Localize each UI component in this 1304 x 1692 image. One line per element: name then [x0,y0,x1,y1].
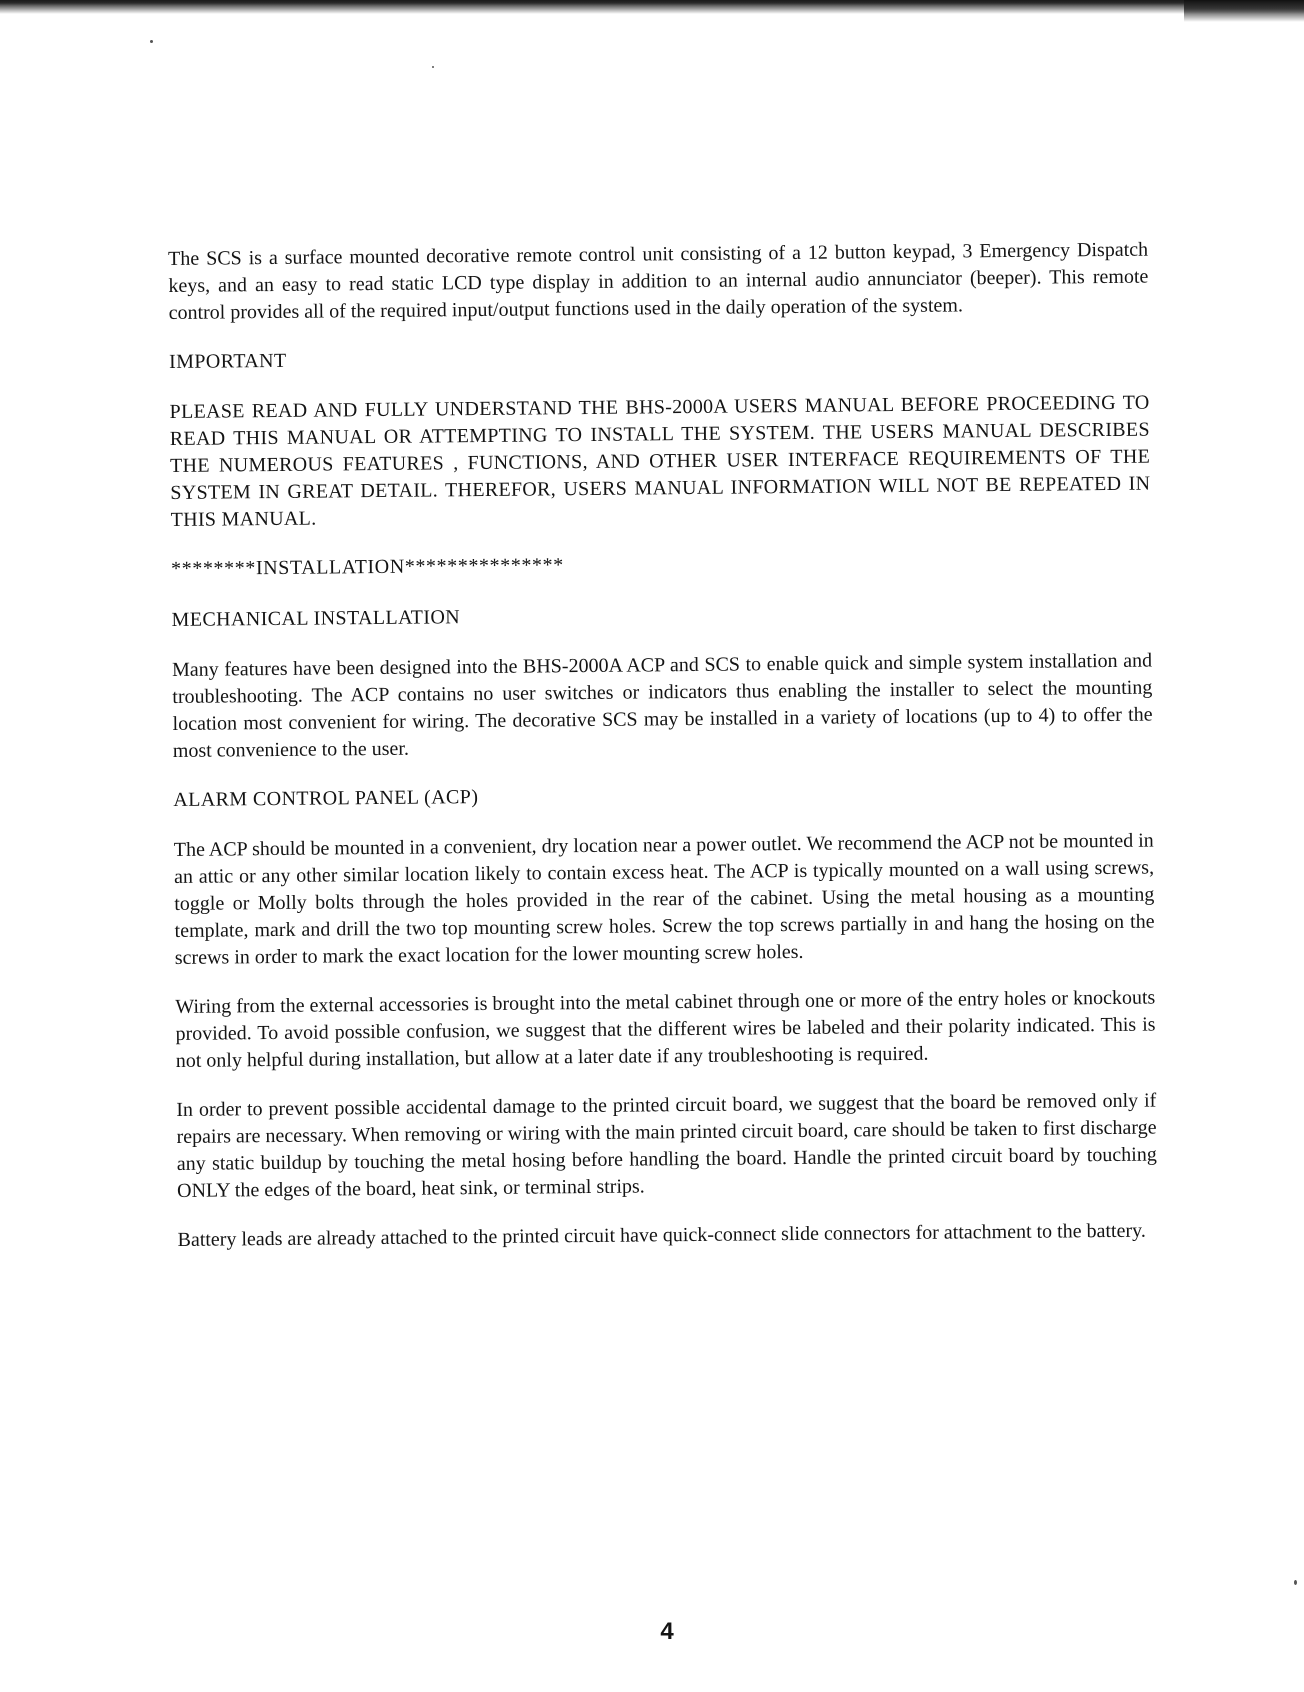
scan-top-right-shadow [1184,0,1304,22]
document-body [168,237,1158,1276]
important-heading: IMPORTANT [169,349,287,373]
scan-speck [432,66,434,68]
installation-banner: ********INSTALLATION*************** [170,554,564,580]
scan-speck [1294,1580,1297,1585]
page-number: 4 [660,1618,674,1645]
scan-top-edge [0,0,1304,14]
wiring-paragraph: Wiring from the external accessories is brought into the metal cabinet through one or more of the entry holes or knockouts provided. To avoid possible confusion, we suggest that the different wires be labeled and their polarity indicated. This is not only helpful during installation, but allow at a later date if any troubleshooting is required. [175,986,1156,1072]
acp-heading: ALARM CONTROL PANEL (ACP) [173,786,479,811]
intro-paragraph: The SCS is a surface mounted decorative remote control unit consisting of a 12 button keypad, 3 Emergency Dispatch keys, and an easy to read static LCD type display in addition to an internal audio annunciator (beeper). This remote control provides all of the required input/output functions used in the daily operation of the system. [168,238,1149,324]
mechanical-installation-heading: MECHANICAL INSTALLATION [171,606,461,631]
scan-speck [150,40,153,43]
acp-mounting-paragraph: The ACP should be mounted in a convenient, dry location near a power outlet. We recommend the ACP not be mounted in an attic or any other similar location likely to contain excess heat. The ACP is typically mounted on a wall using screws, toggle or Molly bolts through the holes provided in the rear of the cabinet. Using the metal housing as a mounting template, mark and drill the two top mounting screw holes. Screw the top screws partially in and hang the hosing on the screws in order to mark the exact location for the lower mounting screw holes. [173,829,1155,969]
circuit-board-paragraph: In order to prevent possible accidental damage to the printed circuit board, we suggest that the board be removed only if repairs are necessary. When removing or wiring with the main printed circuit board, care should be taken to first discharge any static buildup by touching the metal hosing before handling the board. Handle the printed circuit board by touching ONLY the edges of the board, heat sink, or terminal strips. [176,1089,1157,1202]
important-notice: PLEASE READ AND FULLY UNDERSTAND THE BHS-2000A USERS MANUAL BEFORE PROCEEDING TO READ THIS MANUAL OR ATTEMPTING TO INSTALL THE SYSTEM. THE USERS MANUAL DESCRIBES THE NUMEROUS FEATURES , FUNCTIONS, AND OTHER USER INTERFACE REQUIREMENTS OF THE SYSTEM IN GREAT DETAIL. THEREFOR, USERS MANUAL INFORMATION WILL NOT BE REPEATED IN THIS MANUAL. [169,391,1151,531]
battery-paragraph: Battery leads are already attached to the printed circuit have quick-connect slide connectors for attachment to the battery. [177,1219,1146,1251]
mechanical-installation-paragraph: Many features have been designed into the BHS-2000A ACP and SCS to enable quick and simple system installation and troubleshooting. The ACP contains no user switches or indicators thus enabling the installer to select the mounting location most convenient for wiring. The decorative SCS may be installed in a variety of locations (up to 4) to offer the most convenience to the user. [171,649,1153,762]
